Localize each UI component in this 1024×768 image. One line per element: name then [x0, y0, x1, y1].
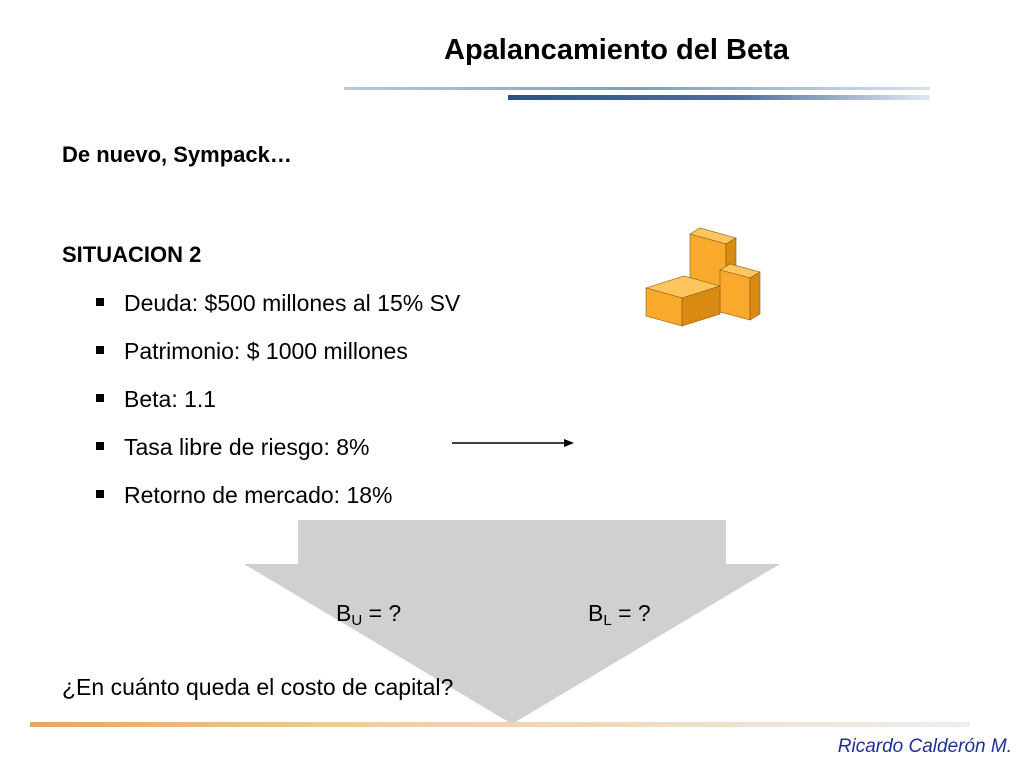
bullet-item-tasa-libre [96, 432, 460, 480]
square-bullet-icon [96, 298, 104, 306]
formula-rest: = ? [362, 600, 402, 626]
stacked-blocks-icon [644, 226, 764, 330]
formula-beta-unlevered [336, 600, 401, 629]
square-bullet-icon [96, 346, 104, 354]
author-name: Ricardo Calderón M. [837, 736, 1012, 757]
subtitle: De nuevo, Sympack… [62, 142, 292, 167]
section-heading: SITUACION 2 [62, 242, 202, 267]
bullet-item-deuda [96, 288, 460, 336]
slide-title: Apalancamiento del Beta [444, 34, 789, 66]
bullet-text: Patrimonio: $ 1000 millones [124, 338, 408, 364]
formula-subscript: U [351, 612, 363, 629]
bullet-text: Tasa libre de riesgo: 8% [124, 434, 370, 460]
square-bullet-icon [96, 442, 104, 450]
formula-base: B [336, 600, 352, 626]
bullet-item-beta [96, 384, 460, 432]
formula-rest: = ? [611, 600, 651, 626]
bullet-item-patrimonio [96, 336, 460, 384]
square-bullet-icon [96, 394, 104, 402]
formula-beta-levered [588, 600, 651, 629]
formula-subscript: L [603, 612, 612, 629]
square-bullet-icon [96, 490, 104, 498]
bullet-text: Retorno de mercado: 18% [124, 482, 393, 508]
footer-divider [30, 722, 970, 727]
closing-question: ¿En cuánto queda el costo de capital? [62, 674, 454, 700]
bullet-text: Beta: 1.1 [124, 386, 217, 412]
right-arrow-icon [450, 434, 580, 452]
formula-base: B [588, 600, 604, 626]
bullet-list [96, 288, 460, 528]
title-underline [344, 86, 930, 102]
bullet-text: Deuda: $500 millones al 15% SV [124, 290, 461, 316]
